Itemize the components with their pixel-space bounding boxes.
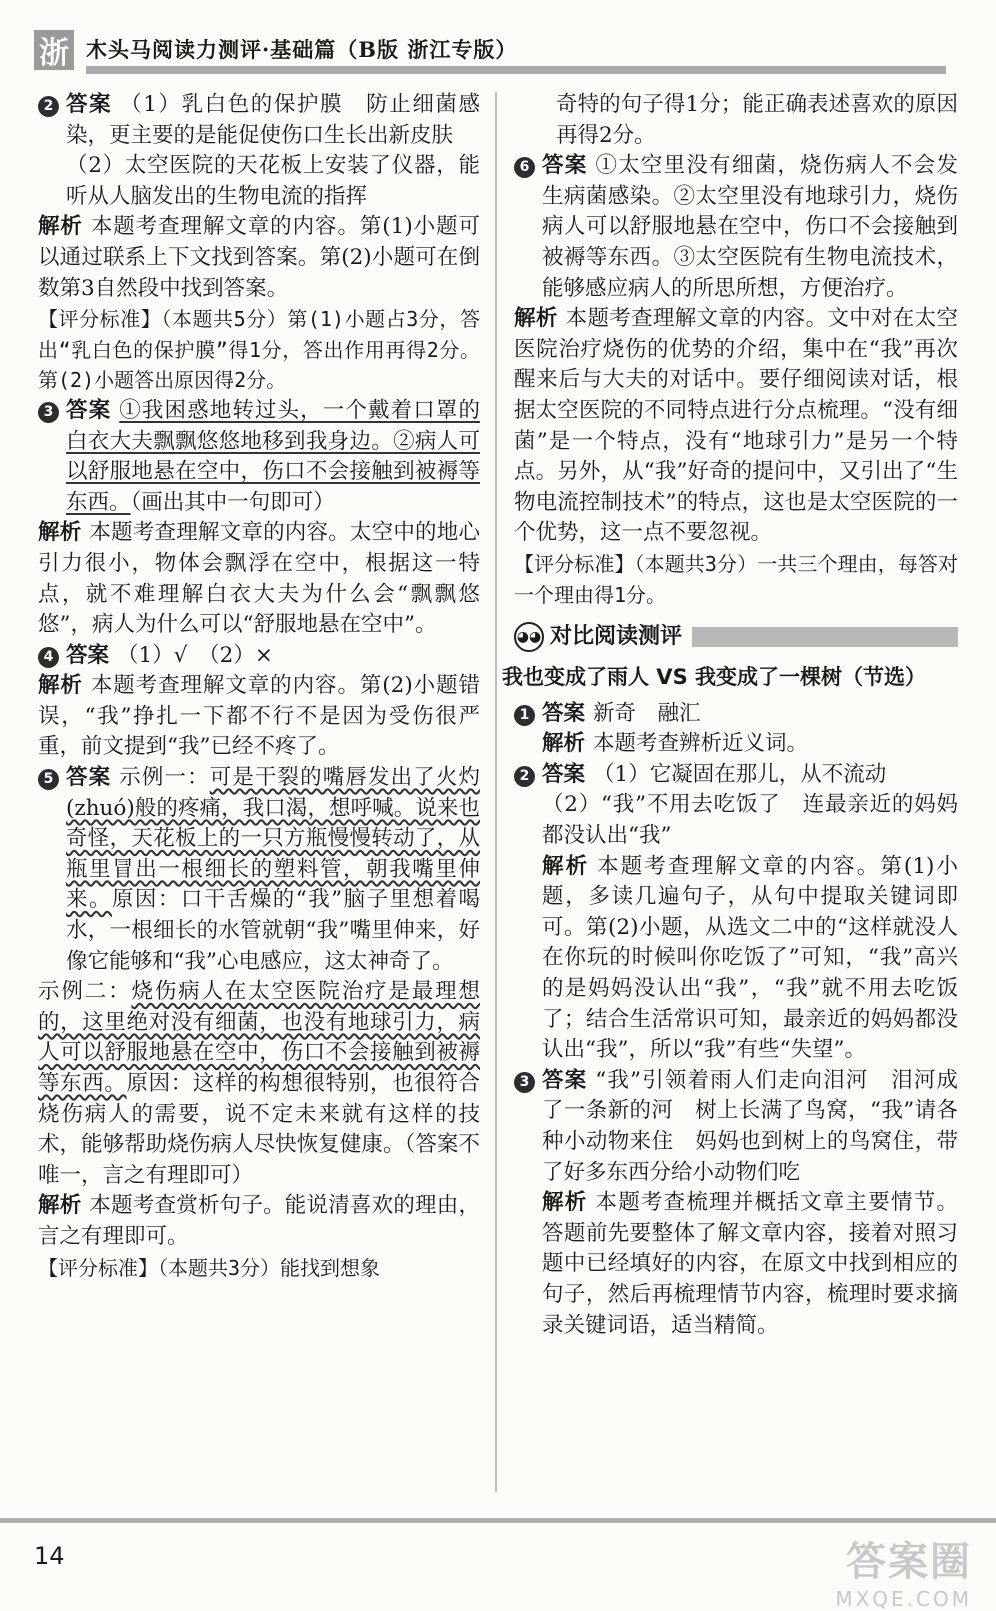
score-standard: 【评分标准】（本题共3分）能找到想象 <box>38 1255 381 1280</box>
analysis-text: 本题考查理解文章的内容。太空中的地心引力很小，物体会飘浮在空中，根据这一特点，就不难理解白衣大夫为什么会“飘飘悠悠”，病人为什么可以“舒服地悬在空中”。 <box>38 520 480 638</box>
watermark-main: 答案圈 <box>846 1539 972 1585</box>
analysis-block <box>542 729 958 760</box>
question-number: 4 <box>38 647 59 668</box>
score-standard: 【评分标准】（本题共3分）一共三个理由，每答对一个理由得1分。 <box>514 551 958 607</box>
analysis-block <box>38 1191 480 1252</box>
column-divider <box>495 92 497 1492</box>
question-6 <box>514 151 958 304</box>
analysis-text: 本题考查理解文章的内容。第(1)小题，多读几遍句子，从句中提取关键词即可。第(2)小题，从选文二中的“这样就没人在你玩的时候叫你吃饭了”可知，“我”高兴的是妈妈没认出“我”，“我”就不用去吃饭了；结合生活常识可知，最亲近的妈妈都没认出“我”，所以“我”有些“失望”。 <box>542 853 958 1063</box>
question-number: 1 <box>514 705 535 726</box>
analysis-tag: 解析 <box>38 673 83 699</box>
analysis-text: 本题考查理解文章的内容。第(2)小题错误，“我”挣扎一下都不行不是因为受伤很严重，前文提到“我”已经不疼了。 <box>38 673 480 760</box>
analysis-tag: 解析 <box>38 214 83 240</box>
answer-block <box>542 760 958 791</box>
analysis-block <box>514 304 958 549</box>
answer-tag: 答案 <box>66 765 112 791</box>
answer-tag: 答案 <box>66 92 113 117</box>
answer-tag: 答案 <box>542 761 586 787</box>
answer-text-2: （2）“我”不用去吃饭了 连最亲近的妈妈都没认出“我” <box>542 792 958 849</box>
question-2 <box>38 90 480 212</box>
answer-block <box>542 1066 958 1188</box>
analysis-block <box>38 671 480 763</box>
answer-block <box>542 699 958 730</box>
question-4 <box>38 641 480 672</box>
answer-note: （画出其中一句即可） <box>130 489 335 515</box>
right-column <box>502 90 958 1341</box>
analysis-text: 本题考查赏析句子。能说清喜欢的理由，言之有理即可。 <box>38 1193 480 1249</box>
answer-text: （1）它凝固在那儿，从不流动 <box>593 761 887 787</box>
answer-tag: 答案 <box>542 1067 588 1093</box>
question-number: 2 <box>38 96 59 117</box>
answer-text: 新奇 融汇 <box>593 700 701 726</box>
book-title: 木头马阅读力测评·基础篇（B版 浙江专版） <box>86 37 518 62</box>
watermark-url: MXQE.COM <box>835 1587 972 1611</box>
section-header <box>514 618 958 656</box>
answer-tag: 答案 <box>66 642 110 668</box>
example-2-reason: 原因：这样的构想很特别，也很符合烧伤病人的需要，说不定未来就有这样的技术，能够帮助烧伤病人尽快恢复健康。（答案不唯一，言之有理即可） <box>38 1071 480 1188</box>
example-1-reason: 原因：口干舌燥的“我”脑子里想着喝水，一根细长的水管就朝“我”嘴里伸来，好像它能够和“我”心电感应，这太神奇了。 <box>66 887 480 974</box>
analysis-tag: 解析 <box>38 520 82 546</box>
question-number: 3 <box>514 1072 535 1093</box>
answer-text: ①太空里没有细菌，烧伤病人不会发生病菌感染。②太空里没有地球引力，烧伤病人可以舒服地悬在空中，伤口不会接触到被褥等东西。③太空医院有生物电流技术，能够感应病人的所思所想，方便治疗。 <box>542 153 958 301</box>
section-title: 对比阅读测评 <box>550 623 683 649</box>
article-title: 我也变成了雨人 VS 我变成了一棵树（节选） <box>502 665 926 690</box>
answer-block <box>66 641 480 672</box>
province-badge: 浙 <box>34 30 74 70</box>
answer-block <box>66 90 480 151</box>
analysis-block <box>38 212 480 304</box>
answer-tag: 答案 <box>542 153 588 179</box>
answer-block <box>542 151 958 304</box>
answer-text: （1）乳白色的保护膜 防止细菌感染，更主要的是能促使伤口生长出新皮肤 <box>66 92 480 148</box>
analysis-text: 本题考查辨析近义词。 <box>593 731 809 757</box>
compare-question-3 <box>514 1066 958 1341</box>
example-1-label: 示例一： <box>119 765 210 791</box>
answer-underlined-2: ②病人可以舒服地悬在空中，伤口不会接触到被褥等东西。 <box>66 428 480 515</box>
analysis-tag: 解析 <box>542 853 590 879</box>
section-band <box>692 627 958 647</box>
answer-text-2: （2）太空医院的天花板上安装了仪器，能听从人脑发出的生物电流的指挥 <box>66 153 480 209</box>
answer-text: （1）√ （2）× <box>117 642 273 668</box>
analysis-block <box>542 852 958 1066</box>
page-header <box>0 0 996 78</box>
answer-block <box>66 396 480 518</box>
analysis-tag: 解析 <box>542 1190 588 1216</box>
example-2 <box>38 977 480 1191</box>
compare-question-1 <box>514 699 958 760</box>
score-continued: 奇特的句子得1分；能正确表述喜欢的原因再得2分。 <box>556 92 958 148</box>
answer-text: “我”引领着雨人们走向泪河 泪河成了一条新的河 树上长满了鸟窝，“我”请各种小动物来住 妈妈也到树上的鸟窝住，带了好多东西分给小动物们吃 <box>542 1067 958 1185</box>
example-1-sentence: 可是干裂的嘴唇发出了火灼(zhuó)般的疼痛，我口渴，想呼喊。说来也奇怪，天花板上的一只方瓶慢慢转动了，从瓶里冒出一根细长的塑料管，朝我嘴里伸来。 <box>66 765 480 913</box>
question-number: 6 <box>514 157 535 178</box>
question-number: 3 <box>38 402 59 423</box>
answer-underlined-1: ①我困惑地转过头，一个戴着口罩的白衣大夫飘飘悠悠地移到我身边。 <box>66 397 480 454</box>
answer-tag: 答案 <box>542 700 586 726</box>
analysis-tag: 解析 <box>542 731 586 757</box>
question-number: 2 <box>514 766 535 787</box>
analysis-text: 本题考查梳理并概括文章主要情节。答题前先要整体了解文章内容，接着对照习题中已经填好的内容，在原文中找到相应的句子，然后再梳理情节内容，梳理时要求摘录关键词语，适当精简。 <box>542 1190 958 1338</box>
analysis-block <box>542 1188 958 1341</box>
analysis-tag: 解析 <box>38 1193 82 1219</box>
page-number: 14 <box>34 1542 65 1570</box>
watermark <box>835 1530 972 1611</box>
analysis-text: 本题考查理解文章的内容。文中对在太空医院治疗烧伤的优势的介绍，集中在“我”再次醒来后与大夫的对话中。要仔细阅读对话，根据太空医院的不同特点进行分点梳理。“没有细菌”是一个特点，没有“地球引力”是另一个特点。另外，从“我”好奇的提问中，又引出了“生物电流控制技术”的特点，这也是太空医院的一个优势，这一点不要忽视。 <box>514 306 958 546</box>
analysis-tag: 解析 <box>514 306 558 332</box>
example-2-label: 示例二： <box>38 979 132 1005</box>
analysis-block <box>38 518 480 640</box>
header-band <box>86 66 946 74</box>
question-5 <box>38 763 480 977</box>
footer-line <box>0 1518 996 1523</box>
analysis-text: 本题考查理解文章的内容。第(1)小题可以通过联系上下文找到答案。第(2)小题可在倒数第3自然段中找到答案。 <box>38 214 480 301</box>
score-standard: 【评分标准】（本题共5分）第(1)小题占3分，答出“乳白色的保护膜”得1分，答出作用再得2分。第(2)小题答出原因得2分。 <box>38 307 480 393</box>
question-3 <box>38 396 480 518</box>
answer-block <box>66 763 480 977</box>
left-column <box>38 90 480 1283</box>
example-2-sentence: 烧伤病人在太空医院治疗是最理想的，这里绝对没有细菌，也没有地球引力，病人可以舒服地悬在空中，伤口不会接触到被褥等东西。 <box>38 979 480 1096</box>
answer-tag: 答案 <box>66 397 112 423</box>
compare-question-2 <box>514 760 958 1066</box>
question-number: 5 <box>38 769 59 790</box>
owl-reading-icon: ◕◕ <box>514 622 544 652</box>
